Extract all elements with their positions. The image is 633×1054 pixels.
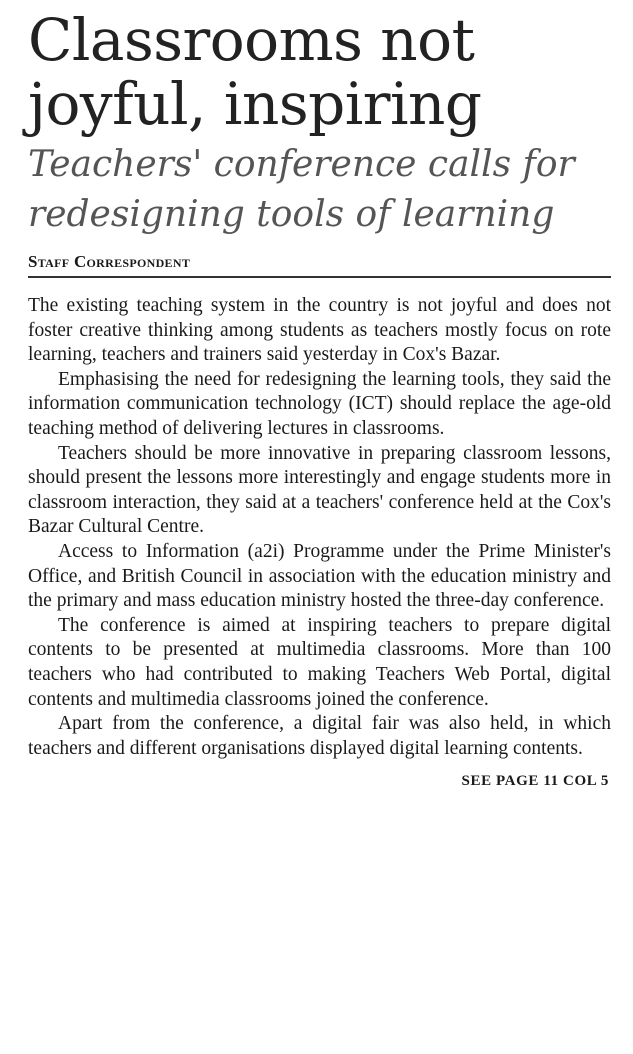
paragraph: Emphasising the need for redesigning the learning tools, they said the information communication technology (ICT) should replace the age-old teaching method of delivering lectures in classrooms. bbox=[28, 368, 611, 439]
paragraph: The existing teaching system in the country is not joyful and does not foster creative thinking among students as teachers mostly focus on rote learning, teachers and trainers said yesterday in Cox's Bazar. bbox=[28, 295, 611, 366]
paragraph: Access to Information (a2i) Programme under the Prime Minister's Office, and British Council in association with the education ministry and the primary and mass education ministry hosted the three-day conference. bbox=[28, 540, 611, 612]
article-body bbox=[28, 294, 611, 761]
headline: Classrooms not joyful, inspiring bbox=[28, 6, 482, 138]
paragraph: The conference is aimed at inspiring teachers to prepare digital contents to be presented at multimedia classrooms. More than 100 teachers who had contributed to making Teachers Web Portal, digital contents and multimedia classrooms joined the conference. bbox=[28, 614, 611, 710]
subheadline: Teachers' conference calls for redesigning tools of learning bbox=[28, 144, 575, 235]
byline: Staff Correspondent bbox=[28, 252, 611, 278]
paragraph: Apart from the conference, a digital fair was also held, in which teachers and different organisations displayed digital learning contents. bbox=[28, 713, 611, 759]
continued-on-page-note: SEE PAGE 11 COL 5 bbox=[461, 773, 609, 790]
paragraph: Teachers should be more innovative in preparing classroom lessons, should present the lessons more interestingly and engage students more in classroom interaction, they said at a teachers' conference held at the Cox's Bazar Cultural Centre. bbox=[28, 442, 611, 538]
